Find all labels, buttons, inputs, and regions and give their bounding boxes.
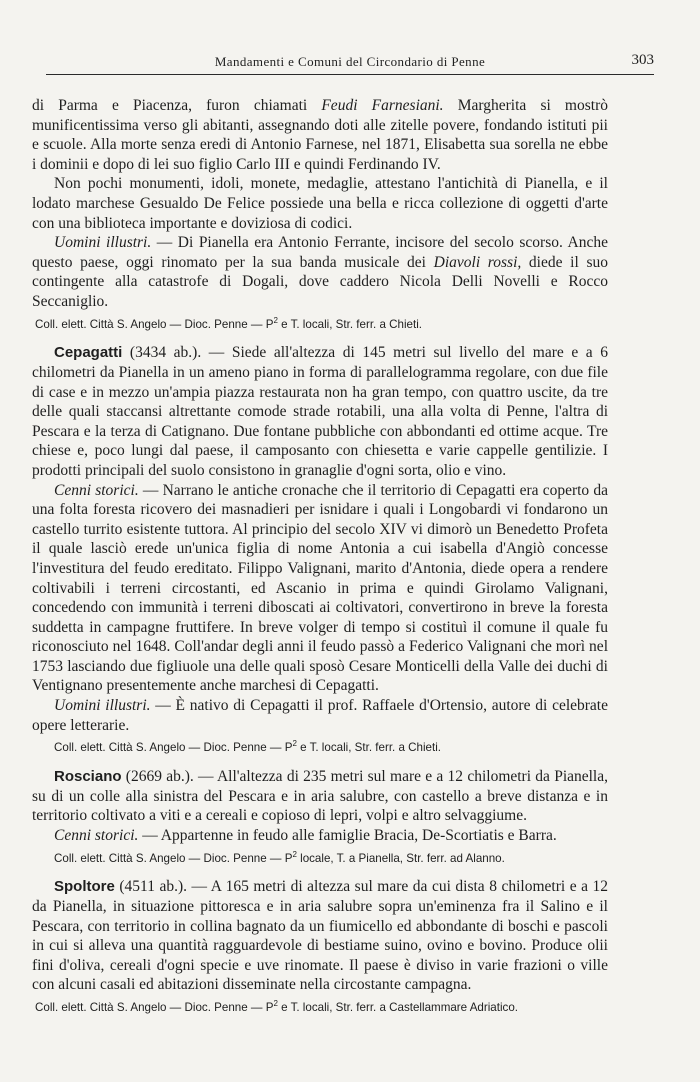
entry-title: Cepagatti	[54, 344, 123, 362]
entry-title: Spoltore	[54, 878, 115, 896]
paragraph: Cenni storici. — Appartenne in feudo alle famiglie Bracia, De-Scortiatis e Barra.	[54, 826, 557, 844]
entry-spoltore: Spoltore (4511 ab.). — A 165 metri di altezza sul mare da cui dista 8 chilometri e a 12 da Pianella, in situazione pittoresca e in aria salubre sopra un'eminenza fra il Salino e il Pescara, con territorio in collina bagnato da un fiumicello ed abbondante di boschi e pascoli in cui si alleva una quantità ragguardevole di bestiame suino, ovino e bovino. Produce olii fini d'oliva, cereali d'ogni specie e uve rinomate. Il paese è diviso in varie frazioni o ville con alcuni casali ed abitazioni disseminate nella circostante campagna.	[32, 878, 608, 994]
running-title: Mandamenti e Comuni del Circondario di Penne	[214, 54, 486, 69]
paragraph: di Parma e Piacenza, furon chiamati Feudi Farnesiani. Margherita si mostrò munificentissima verso gli abitanti, assegnando doti alle zitelle povere, fondando istituti pii e scuole. Alla morte senza eredi di Antonio Farnese, nel 1871, Elisabetta sua sorella ne ebbe i dominii e dopo di lei suo figlio Carlo III e quindi Ferdinando IV.	[32, 97, 608, 173]
paragraph: Non pochi monumenti, idoli, monete, medaglie, attestano l'antichità di Pianella, e il lodato marchese Gesualdo De Felice possiede una bella e ricca collezione di oggetti d'arte con una biblioteca importante e doviziosa di codici.	[32, 175, 608, 232]
admin-info: Coll. elett. Città S. Angelo — Dioc. Penne — $P^2$ locale, T. a Pianella, Str. ferr. ad Alanno.	[54, 849, 505, 865]
entry-title: Rosciano	[54, 768, 122, 786]
paragraph: Uomini illustri. — È nativo di Cepagatti il prof. Raffaele d'Ortensio, autore di celebrate opere letterarie.	[32, 697, 608, 734]
page-header	[46, 52, 654, 75]
admin-info: Coll. elett. Città S. Angelo — Dioc. Penne — $P^2$ e T. locali, Str. ferr. a Chieti.	[54, 739, 442, 755]
admin-info: Coll. elett. Città S. Angelo — Dioc. Penne — $P^2$ e T. locali, Str. ferr. a Castellammare Adriatico.	[35, 998, 519, 1014]
paragraph: Cenni storici. — Narrano le antiche cronache che il territorio di Cepagatti era coperto da una folta foresta ricovero dei masnadieri per isnidare i quali i Longobardi vi fondarono un castello turrito esistente tuttora. Al principio del secolo XIV vi dimorò un Benedetto Profeta il quale lasciò erede un'unica figlia di nome Antonia a cui isabella d'Angiò concesse l'investitura del feudo ereditato. Filippo Valignani, marito d'Antonia, diede opera a rendere coltivabili i terreni circostanti, ed Ascanio in prima e quindi Girolamo Valignani, concedendo con immunità i terreni diboscati ai coltivatori, convertirono in breve la foresta suddetta in campagne fruttifere. In breve volger di tempo si costituì il comune il quale fu riconosciuto nel 1648. Coll'andar degli anni il feudo passò a Federico Valignani che morì nel 1753 lasciando due figliuole una delle quali sposò Cesare Monticelli della Valle dei duchi di Ventignano presentemente anche marchesi di Cepagatti.	[32, 481, 608, 695]
page-body	[32, 96, 608, 1017]
entry-cepagatti: Cepagatti (3434 ab.). — Siede all'altezza di 145 metri sul livello del mare e a 6 chilometri da Pianella in un ameno piano in forma di parallelogramma regolare, con due file di case e in mezzo un'ampia piazza restaurata non ha gran tempo, con quattro uscite, da tre delle quali staccansi altrettante comode strade rotabili, una alla volta di Penne, l'altra di Pescara e la terza di Catignano. Due fontane pubbliche con abbondanti ed ottime acque. Tre chiese e, poco lungi dal paese, il camposanto con chiesetta e varie cappelle gentilizie. I prodotti principali del suolo consistono in granaglie d'ogni sorta, olio e vino.	[32, 344, 608, 479]
paragraph: Uomini illustri. — Di Pianella era Antonio Ferrante, incisore del secolo scorso. Anche questo paese, oggi rinomato per la sua banda musicale dei Diavoli rossi, diede il suo contingente alla catastrofe di Dogali, dove caddero Nicola Delli Novelli e Rocco Seccaniglio.	[32, 234, 608, 310]
page-number: 303	[631, 52, 654, 68]
admin-info: Coll. elett. Città S. Angelo — Dioc. Penne — $P^2$ e T. locali, Str. ferr. a Chieti.	[35, 315, 423, 331]
entry-rosciano: Rosciano (2669 ab.). — All'altezza di 235 metri sul mare e a 12 chilometri da Pianella, su di un colle alla sinistra del Pescara e in aria salubre, con castello a breve distanza e in territorio coltivato a viti e a cereali e copioso di lepri, volpi e altro selvaggiume.	[32, 768, 608, 825]
